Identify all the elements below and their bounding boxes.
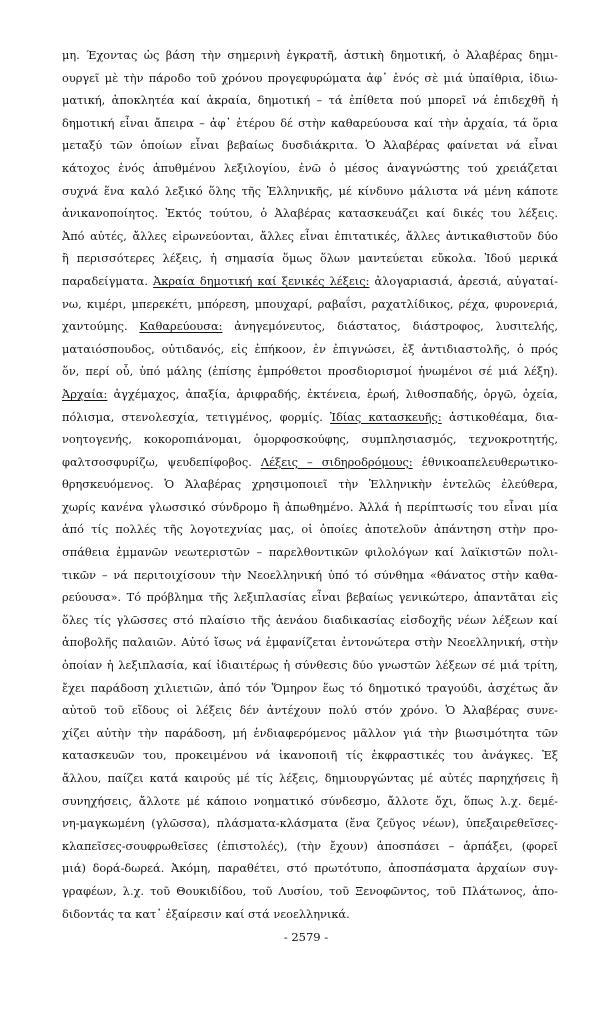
text-run: ἀστικοθέαμα, δια- <box>441 409 558 424</box>
underlined-heading: Λέξεις – σιδηροδρόμους: <box>260 454 413 469</box>
text-line <box>62 360 558 383</box>
text-run: θρησκευόμενος. Ὁ Ἀλαβέρας χρησιμοποιεῖ τὴν Ἑλληνικὴν ἐντελῶς ἐλεύθερα, <box>62 477 558 492</box>
text-run: ἀνικανοποίητος. Ἐκτός τούτου, ὁ Ἀλαβέρας κατασκευάζει καί δικές του λέξεις. <box>62 206 558 221</box>
text-line <box>62 44 558 67</box>
text-run: πόλισμα, στενολεσχία, τετιγμένος, φορμίς. <box>62 409 331 424</box>
text-run: συχνά ἕνα καλό λεξικό ὅλης τῆς Ἑλληνικῆς, μέ κίνδυνο μάλιστα νά μένη κάποτε <box>62 183 558 198</box>
text-run: κατασκευῶν του, προκειμένου νά ἱκανοποιῆ τίς ἐκφραστικές του ἀνάγκες. Ἐξ <box>62 748 558 763</box>
text-line <box>62 812 558 835</box>
text-run: φαλτσοσφυρίζω, ψευδεπίφοβος. <box>62 454 261 469</box>
text-line <box>62 790 558 813</box>
text-run: χίζει αὐτὴν τὴν παράδοση, μή ἐνδιαφερόμενος μᾶλλον γιά τὴν βιωσιμότητα τῶν <box>62 725 558 740</box>
text-run: συνηχήσεις, ἄλλοτε μέ κάποιο νοηματικό σύνδεσμο, ἄλλοτε ὄχι, ὅπως λ.χ. δεμέ- <box>62 793 558 808</box>
text-run: νη-μαγκωμένη (γλῶσσα), πλάσματα-κλάσματα (ἕνα ζεῦγος νέων), ὑπεξαιρεθεῖσες- <box>62 816 558 831</box>
text-run: ἀπό τίς πολλές τῆς λογοτεχνίας μας, οἱ ὁποίες ἀποτελοῦν ἀπάντηση στὴν προ- <box>62 522 558 537</box>
underlined-heading: Καθαρεύουσα: <box>139 319 223 334</box>
text-line <box>62 880 558 903</box>
text-line <box>62 903 558 926</box>
text-line <box>62 541 558 564</box>
text-line <box>62 631 558 654</box>
text-line <box>62 609 558 632</box>
text-run: ἄλλου, παίζει κατά καιρούς μέ τίς λέξεις, δημιουργώντας μέ αὐτές παρηχήσεις ἢ <box>62 771 558 785</box>
text-run: νοητογενής, κοκοροπιάνομαι, ὁμορφοσκούφης, συμπλησιασμός, τεχνοκροτητής, <box>62 432 558 447</box>
text-run: Ἀπό αὐτές, ἄλλες εἰρωνεύονται, ἄλλες εἶναι ἐπιτατικές, ἄλλες ἀντικαθιστοῦν δύο <box>62 228 558 243</box>
text-line <box>62 338 558 361</box>
text-line <box>62 677 558 700</box>
underlined-heading: Ἀρχαία: <box>62 386 108 401</box>
text-line <box>62 835 558 858</box>
text-run: ὅλες τίς γλῶσσες στό πλαίσιο τῆς ἀενάου διαδικασίας εἰσδοχῆς νέων λέξεων καί <box>62 612 558 627</box>
body-text <box>62 44 558 925</box>
text-run: σπάθεια ἐμμανῶν νεωτεριστῶν – παρελθοντικῶν φιλολόγων καί λαϊκιστῶν πολι- <box>62 545 558 560</box>
text-line <box>62 134 558 157</box>
text-run: ὁποίαν ἡ λεξιπλασία, καί ἰδιαιτέρως ἡ σύνθεσις δύο γνωστῶν λέξεων σέ μιά τρίτη, <box>62 658 558 673</box>
underlined-heading: Ἀκραία δημοτική καί ξενικές λέξεις: <box>153 273 370 288</box>
text-line <box>62 383 558 406</box>
text-line <box>62 89 558 112</box>
text-line <box>62 315 558 338</box>
text-line <box>62 564 558 587</box>
text-line <box>62 157 558 180</box>
text-run: ἀποβολῆς παλαιῶν. Αὐτό ἴσως νά ἐμφανίζεται ἐντονώτερα στὴν Νεοελληνική, στὴν <box>62 635 558 650</box>
text-line <box>62 654 558 677</box>
text-line <box>62 270 558 293</box>
page-number: - 2579 - <box>283 930 329 944</box>
text-line <box>62 202 558 225</box>
underlined-heading: Ἰδίας κατασκευῆς: <box>330 409 442 424</box>
text-run: γραφέων, λ.χ. τοῦ Θουκιδίδου, τοῦ Λυσίου, τοῦ Ξενοφῶντος, τοῦ Πλάτωνος, ἀπο- <box>62 883 558 898</box>
text-run: ἢ περισσότερες λέξεις, ἡ σημασία ὅμως ὅλων μαντεύεται εὔκολα. Ἰδού μερικά <box>62 251 558 266</box>
text-run: ἀγχέμαχος, ἀπαξία, ἀριφραδής, ἐκτένεια, ἐρωή, λιθοσπαδής, ὀργῶ, ὀχεία, <box>107 386 558 401</box>
text-run: ἔχει παράδοση χιλιετιῶν, ἀπό τόν Ὅμηρον ἕως τό δημοτικό τραγούδι, ἀσχέτως ἄν <box>62 680 558 695</box>
text-run: ἀλογαριασιά, ἀρεσιά, αὐγαταί- <box>369 273 558 288</box>
text-run: ἀνηγεμόνευτος, διάστατος, διάστροφος, λυσιτελής, <box>222 319 558 334</box>
text-run: μη. Έχοντας ὡς βάση τὴν σημερινὴ ἐγκρατῆ, ἀστικὴ δημοτική, ὁ Ἀλαβέρας δημι- <box>62 48 558 62</box>
text-line <box>62 451 558 474</box>
text-run: κάτοχος ἑνός ἀπυθμένου λεξιλογίου, ἐνῶ ὁ μέσος ἀναγνώστης τού χρειάζεται <box>62 160 558 175</box>
text-line <box>62 247 558 270</box>
text-line <box>62 767 558 790</box>
text-line <box>62 428 558 451</box>
text-line <box>62 406 558 429</box>
text-run: ρεύουσα». Τό πρόβλημα τῆς λεξιπλασίας εἶναι βεβαίως γενικώτερο, ἀπαντᾶται εἰς <box>62 590 558 605</box>
text-line <box>62 586 558 609</box>
text-line <box>62 744 558 767</box>
text-run: ἐθνικοαπελευθερωτικο- <box>412 454 559 469</box>
text-line <box>62 496 558 519</box>
text-line <box>62 518 558 541</box>
text-run: ματαιόσπουδος, οὐτιδανός, εἰς ἐπήκοον, ἐν ἐπιγνώσει, ἐξ ἀντιδιαστολῆς, ὁ πρός <box>62 341 558 356</box>
text-line <box>62 180 558 203</box>
text-line <box>62 293 558 316</box>
text-run: κλαπεῖσες-σουφρωθεῖσες (ἐπιστολές), (τὴν ἔχουν) ἀποσπάσει – ἁρπάξει, (φορεῖ <box>62 838 558 853</box>
text-line <box>62 857 558 880</box>
text-run: ὅν, περί οὗ, ὑπό μάλης (ἐπίσης ἐμπρόθετοι προσδιορισμοί ἡνωμένοι σέ μιά λέξη). <box>62 364 558 379</box>
text-line <box>62 473 558 496</box>
text-line <box>62 67 558 90</box>
text-run: αὐτοῦ τοῦ εἴδους οἱ λέξεις δέν ἀντέχουν πολύ στόν χρόνο. Ὁ Ἀλαβέρας συνε- <box>62 703 558 718</box>
text-run: μεταξύ τῶν ὁποίων εἶναι βεβαίως δυσδιάκριτα. Ὁ Ἀλαβέρας φαίνεται νά εἶναι <box>62 138 558 153</box>
text-run: νω, κιμέρι, μπερεκέτι, μπόρεση, μπουχαρί, ραβαΐσι, ραχατλίδικος, ρέχα, φυρονεριά, <box>62 296 558 311</box>
text-run: ουργεῖ μὲ τὴν πάροδο τοῦ χρόνου προγεφυρώματα ἀφ᾿ ἑνός σὲ μιά ὑπαίθρια, ἰδιω- <box>62 70 558 85</box>
text-run: χωρίς κανένα γλωσσικό σύνδρομο ἢ ἀπωθημένο. Ἀλλά ἡ περίπτωσίς του εἶναι μία <box>62 499 558 514</box>
text-line <box>62 699 558 722</box>
text-run: διδοντάς τα κατ᾿ ἐξαίρεσιν καί στά νεοελληνικά. <box>62 906 350 921</box>
text-run: χαντούμης. <box>62 319 140 334</box>
text-run: ματική, ἀποκλητέα καί ἀκραία, δημοτική – τά ἐπίθετα πού μπορεῖ νά ἐπιδεχθῆ ἡ <box>62 93 558 108</box>
text-run: μιά) δορά-δωρεά. Ἀκόμη, παραθέτει, στό πρωτότυπο, ἀποσπάσματα ἀρχαίων συγ- <box>62 861 558 876</box>
text-line <box>62 722 558 745</box>
text-run: παραδείγματα. <box>62 273 154 288</box>
text-run: δημοτική εἶναι ἄπειρα – ἀφ᾿ ἑτέρου δέ στὴν καθαρεύουσα καί τὴν ἀρχαία, τά ὅρια <box>62 115 558 130</box>
text-line <box>62 112 558 135</box>
text-run: τικῶν – νά περιτοιχίσουν τὴν Νεοελληνική ὑπό τό σύνθημα «θάνατος στὴν καθα- <box>62 567 558 582</box>
text-line <box>62 225 558 248</box>
